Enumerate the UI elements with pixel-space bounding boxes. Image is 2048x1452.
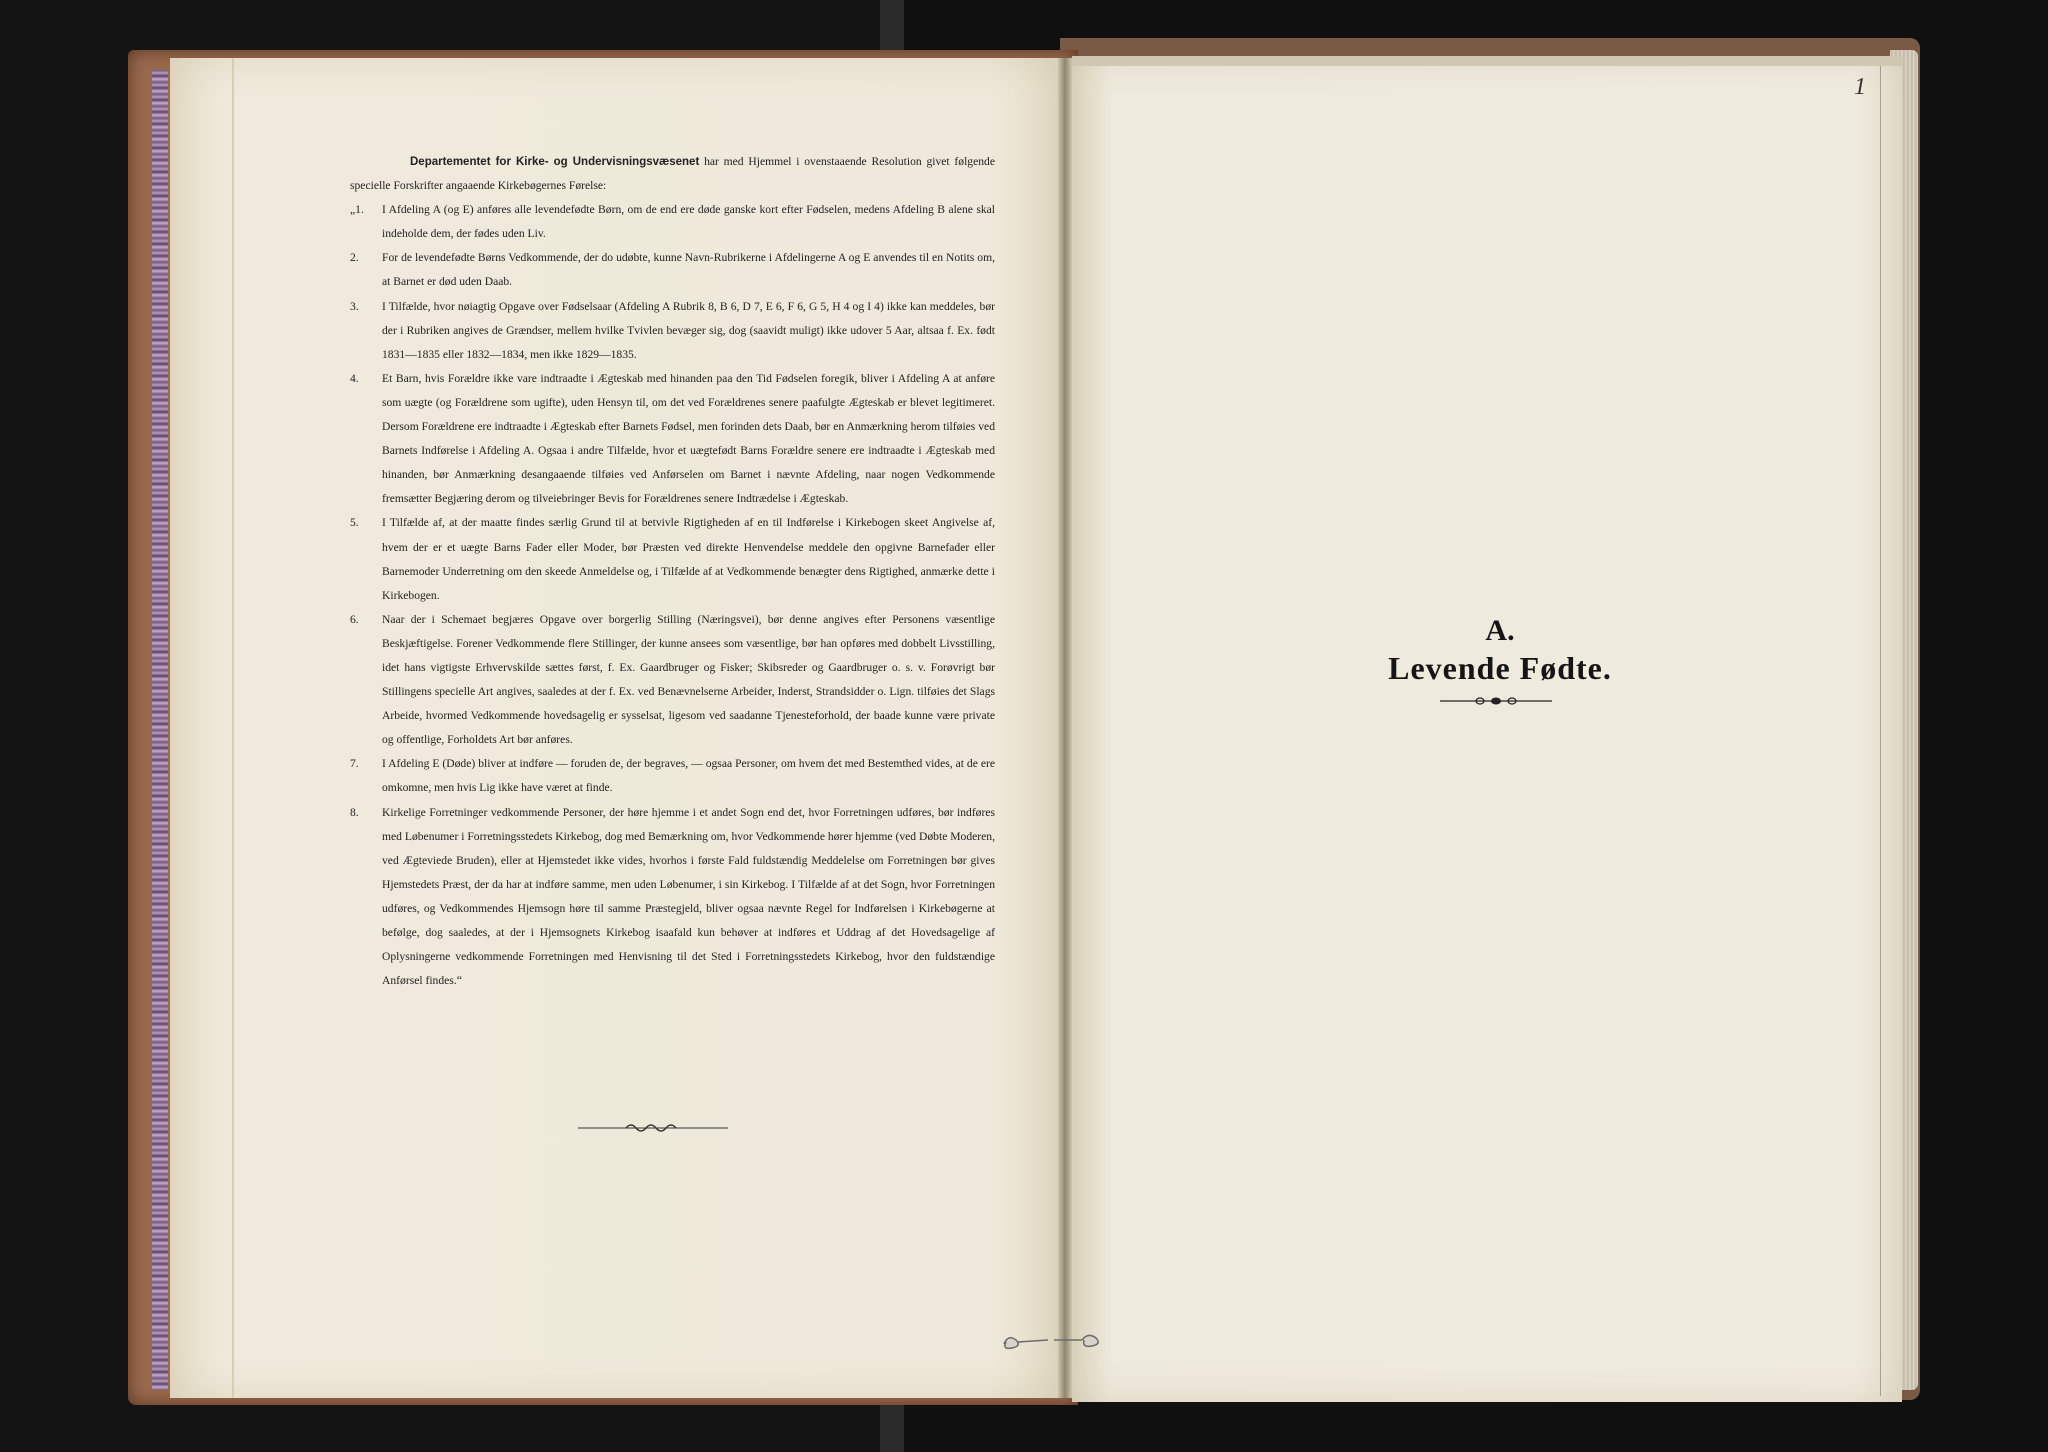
regulation-item	[350, 608, 995, 753]
regulation-text: I Tilfælde af, at der maatte findes særlig Grund til at betvivle Rigtigheden af en til Indførelse i Kirkebogen skeet Angivelse af, hvem der er et uægte Barns Fader eller Moder, bør Præsten ved direkte Henvendelse meddele den opgivne Barnefader eller Barnemoder Underretning om den skeede Anmeldelse og, i Tilfælde af at Vedkommende benægter dens Rigtighed, anmærke dette i Kirkebogen.	[382, 516, 995, 602]
right-page-margin-line	[1880, 66, 1881, 1396]
regulation-item	[350, 367, 995, 512]
regulation-number: 4.	[350, 371, 359, 385]
regulation-text: I Tilfælde, hvor nøiagtig Opgave over Fødselsaar (Afdeling A Rubrik 8, B 6, D 7, E 6, F 6, G 5, H 4 og I 4) ikke kan meddeles, bør der i Rubriken angives de Grændser, mellem hvilke Tvivlen bevæger sig, dog (saavidt muligt) ikke udover 5 Aar, altsaa f. Ex. født 1831—1835 eller 1832—1834, men ikke 1829—1835.	[382, 299, 995, 361]
department-name: Departementet for Kirke- og Undervisningsvæsenet	[410, 156, 700, 168]
section-title: Levende Fødte.	[1388, 650, 1612, 686]
regulation-text: I Afdeling E (Døde) bliver at indføre — foruden de, der begraves, — ogsaa Personer, om hvem det med Bestemthed vides, at de ere omkomne, men hvis Lig ikke have været at finde.	[382, 757, 995, 795]
regulation-number: 2.	[350, 251, 359, 265]
page-number: 1	[1854, 74, 1866, 100]
regulation-number: 3.	[350, 299, 359, 313]
regulation-number: „1.	[350, 203, 364, 217]
regulation-item	[350, 295, 995, 367]
regulation-text: For de levendefødte Børns Vedkommende, der do udøbte, kunne Navn-Rubrikerne i Afdelingerne A og E anvendes til en Notits om, at Barnet er død uden Daab.	[382, 251, 995, 289]
marbled-page-edge	[152, 70, 168, 1390]
right-page	[1072, 56, 1902, 1402]
regulation-number: 8.	[350, 805, 359, 819]
heading-text: har med Hjemmel i ovenstaaende Resolution givet følgende specielle Forskrifter angaaende Kirkebøgernes Førelse:	[350, 155, 995, 193]
regulation-item	[350, 511, 995, 607]
ornament-divider-left	[578, 1121, 728, 1135]
regulation-number: 7.	[350, 757, 359, 771]
regulation-text: Et Barn, hvis Forældre ikke vare indtraadte i Ægteskab med hinanden paa den Tid Fødselen foregik, bliver i Afdeling A at anføre som uægte (og Forældrene som ugifte), uden Hensyn til, om det ved Forældrenes senere paafulgte Ægteskab er blevet legitimeret. Dersom Forældrene ere indtraadte i Ægteskab efter Barnets Fødsel, men forinden dets Daab, bør en Anmærkning herom tilføies ved Barnets Indførelse i Afdeling A. Ogsaa i andre Tilfælde, hvor et uægtefødt Barns Forældre senere ere indtraadte i Ægteskab med hinanden, bør Anmærkning desangaaende tilføies ved Anførselen om Barnet i nævnte Afdeling, naar nogen Vedkommende fremsætter Begjæring derom og tilveiebringer Bevis for Forældrenes senere Indtrædelse i Ægteskab.	[382, 371, 995, 506]
left-page-margin-line	[232, 58, 234, 1398]
book-gutter	[1058, 58, 1072, 1398]
regulation-item	[350, 801, 995, 994]
regulation-number: 6.	[350, 612, 359, 626]
regulation-text: Naar der i Schemaet begjæres Opgave over borgerlig Stilling (Næringsvei), bør denne angives efter Personens væsentlige Beskjæftigelse. Forener Vedkommende flere Stillinger, der kunne ansees som væsentlige, bør han opføres med dobbelt Livsstilling, idet hans vigtigste Erhvervskilde sættes først, f. Ex. Gaardbruger og Fisker; Skibsreder og Gaardbruger o. s. v. Forøvrigt bør Stillingens specielle Art angives, saaledes at der f. Ex. ved Benævnelserne Arbeider, Inderst, Strandsidder o. Lign. tilføies det Slags Arbeide, hvormed Vedkommende hovedsagelig er sysselsat, ligesom ved saadanne Tjenesteforhold, der baade kunne være private og offentlige, Forholdets Art bør anføres.	[382, 612, 995, 747]
regulation-text: I Afdeling A (og E) anføres alle levendefødte Børn, om de end ere døde ganske kort efter Fødselen, medens Afdeling B alene skal indeholde dem, der fødes uden Liv.	[382, 203, 995, 241]
regulation-text: Kirkelige Forretninger vedkommende Personer, der høre hjemme i et andet Sogn end det, hvor Forretningen udføres, bør indføres med Løbenumer i Forretningsstedets Kirkebog, dog med Bemærkning om, hvor Vedkommende hører hjemme (ved Døbte Moderen, ved Ægteviede Bruden), eller at Hjemstedet ikke vides, hvorhos i første Fald fuldstændig Meddelelse om Forretningen bør gives Hjemstedets Præst, der da har at indføre samme, men uden Løbenumer, i sin Kirkebog. I Tilfælde af at det Sogn, hvor Forretningen udføres, og Vedkommendes Hjemsogn høre til samme Præstegjeld, bliver ogsaa nævnte Regel for Indførelsen i Kirkebøgerne at befølge, dog saaledes, at der i Hjemsognets Kirkebog isaafald kun behøver at indføres et Uddrag af det Hovedsagelige af Oplysningerne vedkommende Forretningen med Henvisning til det Sted i Forretningsstedets Kirkebog, hvor den fuldstændige Anførsel findes.“	[382, 805, 995, 988]
regulations-heading	[350, 150, 995, 198]
regulation-item	[350, 752, 995, 800]
regulation-list	[350, 198, 995, 993]
right-page-top-band	[1072, 56, 1902, 66]
binding-clip	[996, 1328, 1126, 1356]
regulation-item	[350, 198, 995, 246]
regulation-item	[350, 246, 995, 294]
regulations-text	[350, 150, 995, 993]
ornament-divider-right	[1440, 694, 1552, 708]
section-letter: A.	[1485, 614, 1515, 647]
regulation-number: 5.	[350, 516, 359, 530]
